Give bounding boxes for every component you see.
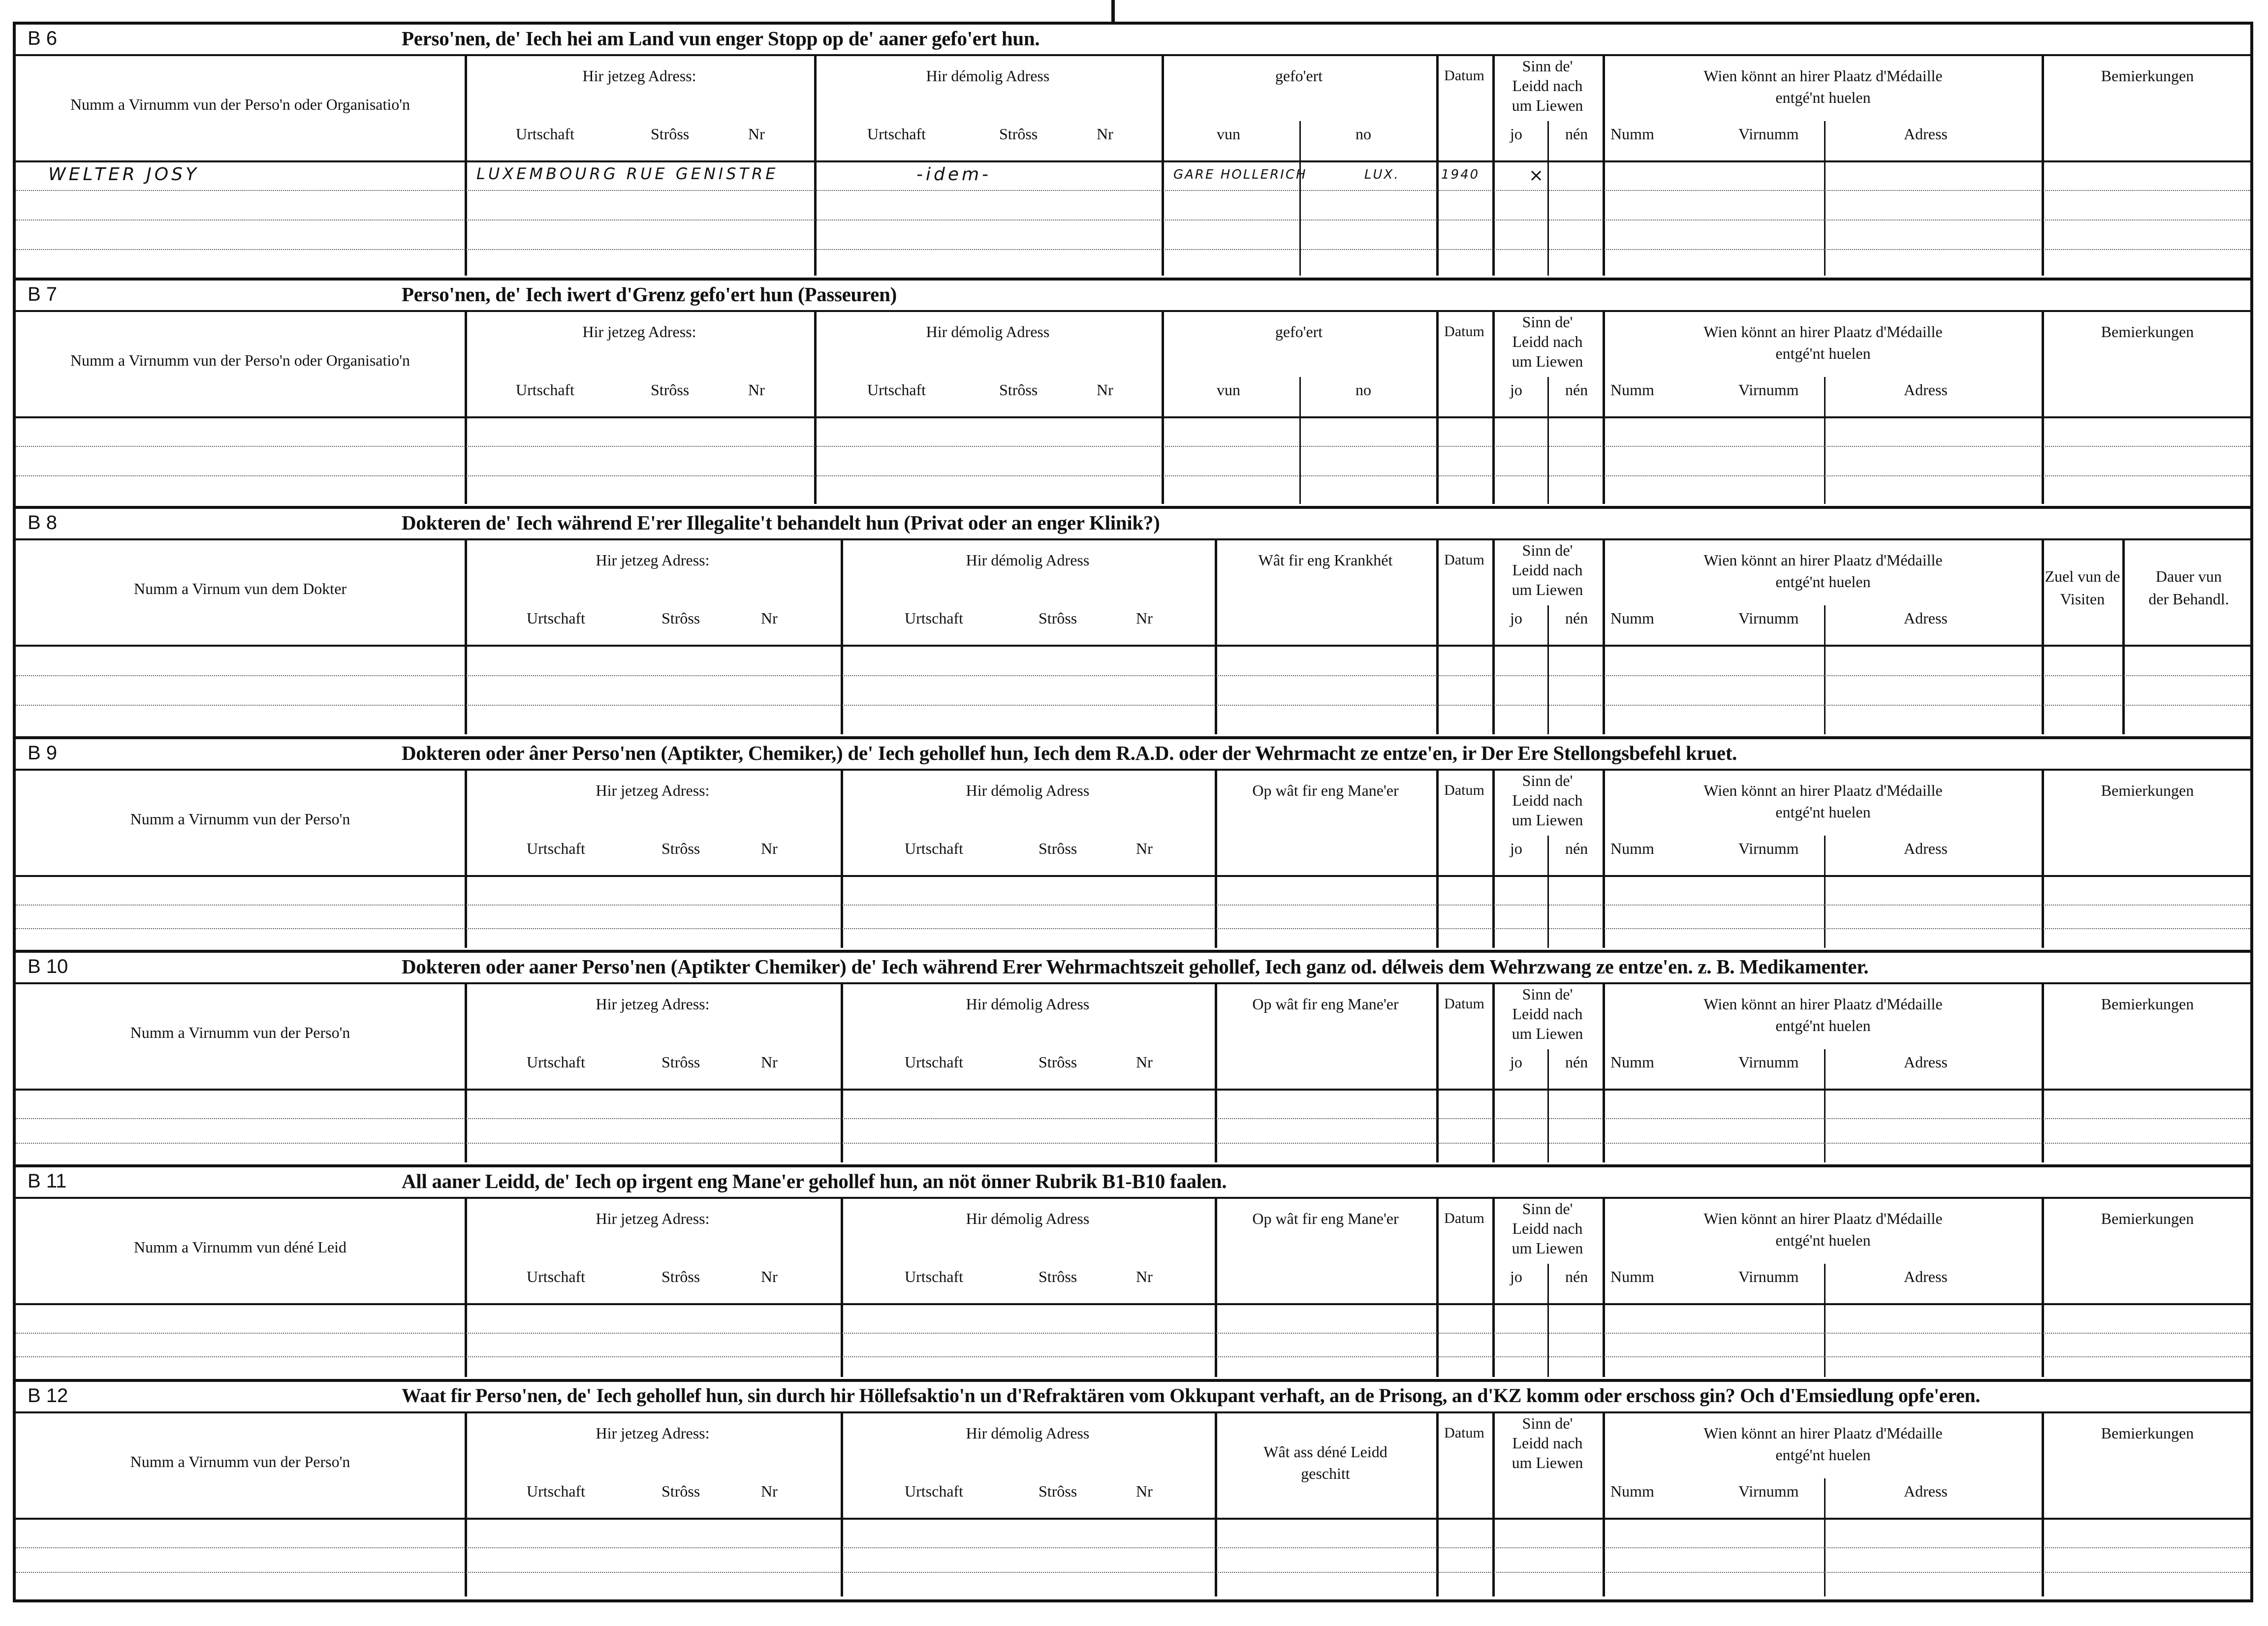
street-label: Strôss <box>1039 840 1077 857</box>
medal-header: Wien könnt an hirer Plaatz d'Médaille entgé'nt huelen <box>1703 1210 1943 1249</box>
street-label: Strôss <box>662 1482 700 1500</box>
firstname-label: Virnumm <box>1738 1053 1799 1071</box>
current-address-header: Hir jetzeg Adress: <box>596 995 710 1013</box>
locality-label: Urtschaft <box>905 1268 964 1285</box>
date-header: Datum <box>1444 323 1484 340</box>
entry-alive-yes-mark: × <box>1529 165 1544 186</box>
street-label: Strôss <box>662 1053 700 1071</box>
street-label: Strôss <box>1039 1268 1077 1285</box>
locality-label: Urtschaft <box>905 1053 964 1071</box>
from-label: vun <box>1217 381 1240 399</box>
no-label: nén <box>1565 125 1588 143</box>
yes-label: jo <box>1510 1268 1522 1285</box>
transported-header: gefo'ert <box>1275 323 1323 341</box>
column-header-row <box>16 312 2250 418</box>
surname-label: Numm <box>1610 1053 1654 1071</box>
date-header: Datum <box>1444 996 1484 1012</box>
number-label: Nr <box>761 1482 778 1500</box>
date-header: Datum <box>1444 67 1484 84</box>
section-heading: Perso'nen, de' Iech iwert d'Grenz gefo'ert hun (Passeuren) <box>402 283 897 306</box>
firstname-label: Virnumm <box>1738 840 1799 857</box>
number-label: Nr <box>1136 609 1153 627</box>
street-label: Strôss <box>1039 1482 1077 1500</box>
alive-header: Sinn de' Leidd nach um Liewen <box>1512 57 1583 114</box>
date-header: Datum <box>1444 1425 1484 1441</box>
section-title-bar <box>16 953 2250 984</box>
section-title-bar <box>16 281 2250 312</box>
current-address-header: Hir jetzeg Adress: <box>582 67 696 85</box>
section-code: B 6 <box>28 28 58 49</box>
section-heading: Perso'nen, de' Iech hei am Land vun enger Stopp op de' aaner gefo'ert hun. <box>402 27 1040 50</box>
entry-name: WELTER JOSY <box>48 164 199 185</box>
street-label: Strôss <box>999 381 1038 399</box>
locality-label: Urtschaft <box>527 1053 586 1071</box>
surname-label: Numm <box>1610 125 1654 143</box>
name-column-header: Numm a Virnumm vun der Perso'n oder Organisatio'n <box>70 351 410 369</box>
address-label: Adress <box>1904 1053 1948 1071</box>
number-label: Nr <box>748 125 765 143</box>
number-label: Nr <box>761 840 778 857</box>
address-label: Adress <box>1904 840 1948 857</box>
locality-label: Urtschaft <box>527 840 586 857</box>
former-address-header: Hir démolig Adress <box>966 1210 1090 1227</box>
entry-rows <box>16 418 2250 504</box>
no-label: nén <box>1565 381 1588 399</box>
section-title-bar <box>16 1382 2250 1413</box>
entry-rows <box>16 1305 2250 1377</box>
column-header-row <box>16 984 2250 1091</box>
locality-label: Urtschaft <box>867 381 926 399</box>
former-address-header: Hir démolig Adress <box>966 551 1090 569</box>
yes-label: jo <box>1510 1053 1522 1071</box>
entry-rows <box>16 1091 2250 1162</box>
surname-label: Numm <box>1610 1482 1654 1500</box>
street-label: Strôss <box>662 1268 700 1285</box>
entry-rows <box>16 162 2250 276</box>
locality-label: Urtschaft <box>527 609 586 627</box>
street-label: Strôss <box>651 125 690 143</box>
section-code: B 10 <box>28 956 68 977</box>
date-header: Datum <box>1444 552 1484 568</box>
address-label: Adress <box>1904 381 1948 399</box>
no-label: nén <box>1565 1268 1588 1285</box>
entry-from: GARE HOLLERICH <box>1173 167 1307 182</box>
medal-header: Wien könnt an hirer Plaatz d'Médaille entgé'nt huelen <box>1703 1424 1943 1464</box>
medal-header: Wien könnt an hirer Plaatz d'Médaille entgé'nt huelen <box>1703 995 1943 1034</box>
locality-label: Urtschaft <box>905 840 964 857</box>
medal-header: Wien könnt an hirer Plaatz d'Médaille entgé'nt huelen <box>1703 67 1943 106</box>
surname-label: Numm <box>1610 381 1654 399</box>
remarks-header: Bemierkungen <box>2101 67 2194 85</box>
locality-label: Urtschaft <box>527 1268 586 1285</box>
alive-header: Sinn de' Leidd nach um Liewen <box>1512 1200 1583 1257</box>
remarks-header: Bemierkungen <box>2101 1424 2194 1442</box>
address-label: Adress <box>1904 609 1948 627</box>
address-label: Adress <box>1904 1268 1948 1285</box>
current-address-header: Hir jetzeg Adress: <box>582 323 696 341</box>
section-b12 <box>16 1382 2250 1599</box>
medal-header: Wien könnt an hirer Plaatz d'Médaille entgé'nt huelen <box>1703 551 1943 591</box>
duration-header: Dauer vun der Behandl. <box>2148 567 2229 608</box>
street-label: Strôss <box>651 381 690 399</box>
section-b6 <box>16 25 2250 281</box>
current-address-header: Hir jetzeg Adress: <box>596 782 710 799</box>
column-header-row <box>16 540 2250 647</box>
entry-former-address: -idem- <box>916 164 992 185</box>
former-address-header: Hir démolig Adress <box>966 782 1090 799</box>
street-label: Strôss <box>662 840 700 857</box>
section-heading: Dokteren oder âner Perso'nen (Aptikter, Chemiker,) de' Iech gehollef hun, Iech dem R.A.D. oder der Wehrmacht ze entze'en, ir Der Ere Stellongsbefehl kruet. <box>402 742 1737 764</box>
number-label: Nr <box>1136 1268 1153 1285</box>
entry-rows <box>16 877 2250 948</box>
section-title-bar <box>16 1167 2250 1199</box>
remarks-header: Bemierkungen <box>2101 995 2194 1013</box>
address-label: Adress <box>1904 1482 1948 1500</box>
what-header: Op wât fir eng Mane'er <box>1252 1210 1399 1227</box>
column-header-row <box>16 1199 2250 1305</box>
name-column-header: Numm a Virnum vun dem Dokter <box>133 580 347 597</box>
number-label: Nr <box>761 1053 778 1071</box>
locality-label: Urtschaft <box>905 609 964 627</box>
section-heading: Dokteren de' Iech während E'rer Illegalite't behandelt hun (Privat oder an enger Klinik?) <box>402 511 1160 534</box>
entry-date: 1940 <box>1441 167 1480 182</box>
surname-label: Numm <box>1610 1268 1654 1285</box>
remarks-header: Bemierkungen <box>2101 782 2194 799</box>
yes-label: jo <box>1510 125 1522 143</box>
alive-header: Sinn de' Leidd nach um Liewen <box>1512 985 1583 1042</box>
name-column-header: Numm a Virnumm vun der Perso'n <box>130 1024 350 1041</box>
section-code: B 12 <box>28 1385 68 1407</box>
locality-label: Urtschaft <box>905 1482 964 1500</box>
former-address-header: Hir démolig Adress <box>926 323 1050 341</box>
what-header: Op wât fir eng Mane'er <box>1252 995 1399 1013</box>
transported-header: gefo'ert <box>1275 67 1323 85</box>
name-column-header: Numm a Virnumm vun déné Leid <box>133 1238 347 1256</box>
firstname-label: Virnumm <box>1738 1268 1799 1285</box>
name-column-header: Numm a Virnumm vun der Perso'n <box>130 810 350 828</box>
section-code: B 8 <box>28 512 58 533</box>
firstname-label: Virnumm <box>1738 1482 1799 1500</box>
yes-label: jo <box>1510 609 1522 627</box>
locality-label: Urtschaft <box>527 1482 586 1500</box>
alive-header: Sinn de' Leidd nach um Liewen <box>1512 1414 1583 1471</box>
locality-label: Urtschaft <box>516 381 575 399</box>
section-heading: Waat fir Perso'nen, de' Iech gehollef hun, sin durch hir Höllefsaktio'n un d'Refraktären vom Okkupant verhaft, an de Prisong, an d'KZ komm oder erschoss gin? Och d'Emsiedlung opfe'eren. <box>402 1384 1981 1407</box>
column-header-row <box>16 771 2250 877</box>
to-label: no <box>1355 381 1371 399</box>
number-label: Nr <box>748 381 765 399</box>
section-b8 <box>16 509 2250 739</box>
date-header: Datum <box>1444 782 1484 798</box>
top-edge-mark <box>1111 0 1115 23</box>
medal-header: Wien könnt an hirer Plaatz d'Médaille entgé'nt huelen <box>1703 782 1943 821</box>
section-title-bar <box>16 25 2250 56</box>
what-header: Wât ass déné Leidd geschitt <box>1263 1443 1387 1482</box>
name-column-header: Numm a Virnumm vun der Perso'n oder Organisatio'n <box>70 95 410 113</box>
section-title-bar <box>16 739 2250 771</box>
section-b10 <box>16 953 2250 1167</box>
locality-label: Urtschaft <box>516 125 575 143</box>
medal-header: Wien könnt an hirer Plaatz d'Médaille entgé'nt huelen <box>1703 323 1943 362</box>
no-label: nén <box>1565 1053 1588 1071</box>
questionnaire-form <box>13 22 2253 1602</box>
section-b7 <box>16 281 2250 509</box>
date-header: Datum <box>1444 1210 1484 1226</box>
address-label: Adress <box>1904 125 1948 143</box>
current-address-header: Hir jetzeg Adress: <box>596 1210 710 1227</box>
name-column-header: Numm a Virnumm vun der Perso'n <box>130 1453 350 1470</box>
remarks-header: Bemierkungen <box>2101 1210 2194 1227</box>
street-label: Strôss <box>1039 1053 1077 1071</box>
section-code: B 7 <box>28 283 58 305</box>
number-label: Nr <box>761 1268 778 1285</box>
surname-label: Numm <box>1610 609 1654 627</box>
from-label: vun <box>1217 125 1240 143</box>
alive-header: Sinn de' Leidd nach um Liewen <box>1512 313 1583 370</box>
surname-label: Numm <box>1610 840 1654 857</box>
alive-header: Sinn de' Leidd nach um Liewen <box>1512 772 1583 829</box>
column-header-row <box>16 56 2250 162</box>
section-b9 <box>16 739 2250 953</box>
section-title-bar <box>16 509 2250 540</box>
what-header: Op wât fir eng Mane'er <box>1252 782 1399 799</box>
number-label: Nr <box>1136 1053 1153 1071</box>
locality-label: Urtschaft <box>867 125 926 143</box>
section-code: B 11 <box>28 1170 67 1192</box>
number-label: Nr <box>1136 1482 1153 1500</box>
alive-header: Sinn de' Leidd nach um Liewen <box>1512 541 1583 598</box>
no-label: nén <box>1565 609 1588 627</box>
street-label: Strôss <box>662 609 700 627</box>
number-label: Nr <box>1097 381 1113 399</box>
visits-header: Zuel vun de Visiten <box>2045 567 2120 608</box>
section-heading: All aaner Leidd, de' Iech op irgent eng Mane'er gehollef hun, an nöt önner Rubrik B1-B10 faalen. <box>402 1170 1227 1192</box>
entry-current-address: LUXEMBOURG RUE GENISTRE <box>476 164 779 183</box>
yes-label: jo <box>1510 840 1522 857</box>
what-header: Wât fir eng Krankhét <box>1258 551 1393 569</box>
street-label: Strôss <box>999 125 1038 143</box>
section-b11 <box>16 1167 2250 1382</box>
section-code: B 9 <box>28 742 58 764</box>
firstname-label: Virnumm <box>1738 125 1799 143</box>
former-address-header: Hir démolig Adress <box>966 995 1090 1013</box>
former-address-header: Hir démolig Adress <box>926 67 1050 85</box>
number-label: Nr <box>1097 125 1113 143</box>
to-label: no <box>1355 125 1371 143</box>
number-label: Nr <box>1136 840 1153 857</box>
column-header-row <box>16 1413 2250 1520</box>
street-label: Strôss <box>1039 609 1077 627</box>
number-label: Nr <box>761 609 778 627</box>
remarks-header: Bemierkungen <box>2101 323 2194 341</box>
entry-rows <box>16 647 2250 734</box>
entry-to: LUX. <box>1364 167 1400 182</box>
no-label: nén <box>1565 840 1588 857</box>
firstname-label: Virnumm <box>1738 609 1799 627</box>
firstname-label: Virnumm <box>1738 381 1799 399</box>
section-heading: Dokteren oder aaner Perso'nen (Aptikter Chemiker) de' Iech während Erer Wehrmachtszeit gehollef, Iech ganz od. délweis dem Wehrzwang ze entze'en. z. B. Medikamenter. <box>402 955 1869 978</box>
current-address-header: Hir jetzeg Adress: <box>596 1424 710 1442</box>
current-address-header: Hir jetzeg Adress: <box>596 551 710 569</box>
former-address-header: Hir démolig Adress <box>966 1424 1090 1442</box>
entry-rows <box>16 1520 2250 1596</box>
yes-label: jo <box>1510 381 1522 399</box>
